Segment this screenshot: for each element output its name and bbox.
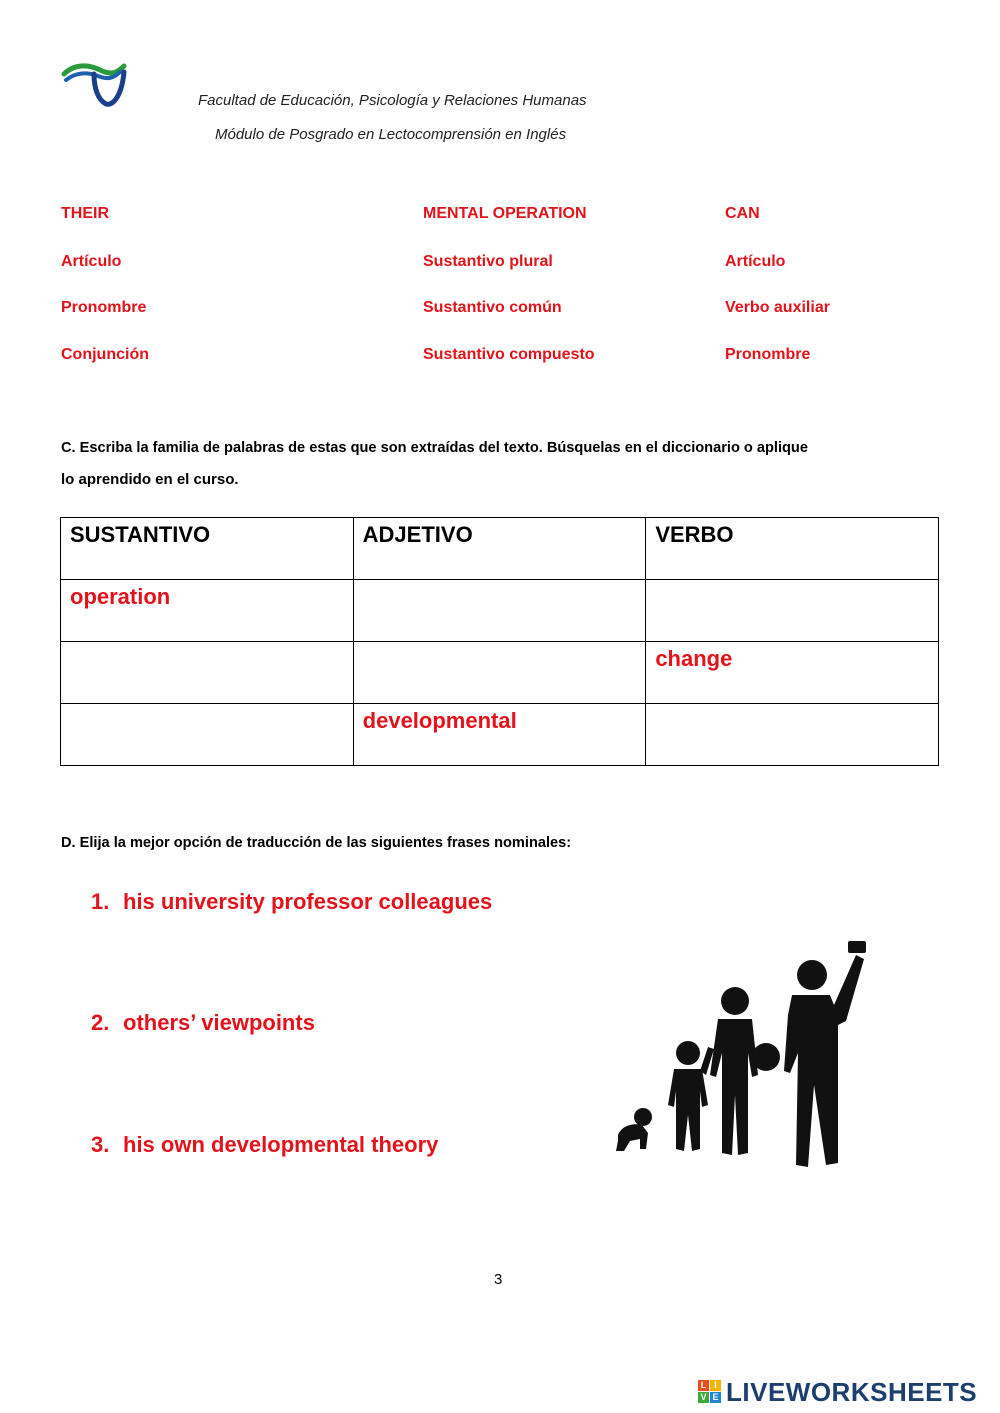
table-cell <box>353 642 646 704</box>
table-row <box>61 642 939 704</box>
table-row <box>61 580 939 642</box>
header-faculty: Facultad de Educación, Psicología y Relaciones Humanas <box>198 92 587 109</box>
faculty-logo-icon <box>60 58 130 110</box>
table-cell: developmental <box>353 704 646 766</box>
table-cell <box>61 642 354 704</box>
column-header-sustantivo: SUSTANTIVO <box>61 518 354 580</box>
option-title-can: CAN <box>725 205 760 222</box>
phrase-text: his own developmental theory <box>123 1132 439 1157</box>
badge-letter: L <box>698 1380 709 1391</box>
option-item: Verbo auxiliar <box>725 299 830 316</box>
section-c-instruction-line2: lo aprendido en el curso. <box>61 471 239 488</box>
phrase-1 <box>91 889 492 915</box>
option-item: Artículo <box>61 253 122 270</box>
table-cell <box>353 580 646 642</box>
option-item: Pronombre <box>725 346 811 363</box>
liveworksheets-badge-icon <box>698 1380 722 1404</box>
option-item: Conjunción <box>61 346 149 363</box>
badge-letter: E <box>710 1392 721 1403</box>
phrase-text: his university professor colleagues <box>123 889 493 914</box>
phrase-3 <box>91 1132 438 1158</box>
option-item: Sustantivo común <box>423 299 562 316</box>
table-cell: change <box>646 642 939 704</box>
phrase-text: others’ viewpoints <box>123 1010 315 1035</box>
table-cell <box>61 704 354 766</box>
table-header-row <box>61 518 939 580</box>
page-number: 3 <box>494 1271 503 1288</box>
header-module: Módulo de Posgrado en Lectocomprensión en Inglés <box>215 126 567 143</box>
phrase-number: 2. <box>91 1010 110 1035</box>
option-item: Pronombre <box>61 299 147 316</box>
human-development-silhouettes-icon <box>608 935 873 1175</box>
liveworksheets-brand[interactable]: LIVEWORKSHEETS <box>726 1377 978 1407</box>
section-d-instruction: D. Elija la mejor opción de traducción de las siguientes frases nominales: <box>61 835 572 851</box>
column-header-verbo: VERBO <box>646 518 939 580</box>
word-family-table <box>60 517 939 766</box>
table-cell <box>646 704 939 766</box>
column-header-adjetivo: ADJETIVO <box>353 518 646 580</box>
phrase-number: 3. <box>91 1132 110 1157</box>
option-item: Sustantivo plural <box>423 253 553 270</box>
option-title-their: THEIR <box>61 205 109 222</box>
option-title-mental-operation: MENTAL OPERATION <box>423 205 587 222</box>
table-cell <box>646 580 939 642</box>
badge-letter: I <box>710 1380 721 1391</box>
section-c-instruction <box>61 433 951 495</box>
option-item: Artículo <box>725 253 786 270</box>
option-item: Sustantivo compuesto <box>423 346 595 363</box>
section-c-instruction-line1: C. Escriba la familia de palabras de estas que son extraídas del texto. Búsquelas en el diccionario o aplique <box>61 440 808 456</box>
table-row <box>61 704 939 766</box>
phrase-2 <box>91 1010 315 1036</box>
table-cell: operation <box>61 580 354 642</box>
phrase-number: 1. <box>91 889 110 914</box>
badge-letter: V <box>698 1392 709 1403</box>
